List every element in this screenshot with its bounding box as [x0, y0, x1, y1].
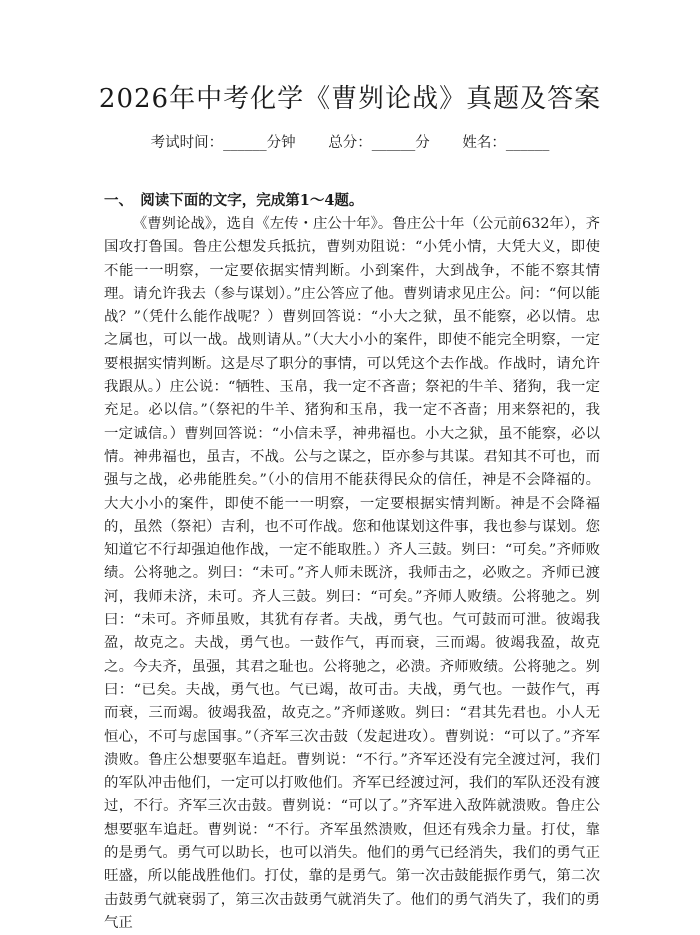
- exam-meta: [0, 131, 700, 152]
- exam-time: 考试时间：______分钟: [150, 135, 296, 151]
- document-title: 2026年中考化学《曹刿论战》真题及答案: [98, 84, 602, 114]
- exam-name: 姓名：______: [462, 135, 550, 151]
- question-heading: 一、 阅读下面的文字，完成第1～4题。: [104, 192, 364, 209]
- exam-score: 总分：______分: [328, 135, 430, 151]
- passage-text: 《曹刿论战》，选自《左传・庄公十年》。鲁庄公十年（公元前632年），齐国攻打鲁国。鲁庄公想发兵抵抗，曹刿劝阻说：“小凭小情，大凭大义，即使不能一一明察，一定要依据实情判断。小到案件，大到战争，不能不察其情理。请允许我去（参与谋划）。”庄公答应了他。曹刿请求见庄公。问：“何以能战？”（凭什么能作战呢？）曹刿回答说：“小大之狱，虽不能察，必以情。忠之属也，可以一战。战则请从。”（大大小小的案件，即使不能完全明察，一定要根据实情判断。这是尽了职分的事情，可以凭这个去作战。作战时，请允许我跟从。）庄公说：“牺牲、玉帛，我一定不吝啬；祭祀的牛羊、猪狗，我一定充足。必以信。”（祭祀的牛羊、猪狗和玉帛，我一定不吝啬；用来祭祀的，我一定诚信。）曹刿回答说：“小信未孚，神弗福也。小大之狱，虽不能察，必以情。神弗福也，虽吉，不战。公与之谋之，臣亦参与其谋。君知其不可也，而强与之战，必弗能胜矣。”（小的信用不能获得民众的信任，神是不会降福的。大大小小的案件，即使不能一一明察，一定要根据实情判断。神是不会降福的，虽然（祭祀）吉利，也不可作战。您和他谋划这件事，我也参与谋划。您知道它不行却强迫他作战，一定不能取胜。）齐人三鼓。刿曰：“可矣。”齐师败绩。公将驰之。刿曰：“未可。”齐人师未既济，我师击之，必败之。齐师已渡河，我师未济，未可。齐人三鼓。刿曰：“可矣。”齐师人败绩。公将驰之。刿曰：“未可。齐师虽败，其犹有存者。夫战，勇气也。气可鼓而可泄。彼竭我盈，故克之。夫战，勇气也。一鼓作气，再而衰，三而竭。彼竭我盈，故克之。今夫齐，虽强，其君之耻也。公将驰之，必溃。齐师败绩。公将驰之。刿曰：“已矣。夫战，勇气也。气已竭，故可击。夫战，勇气也。一鼓作气，再而衰，三而竭。彼竭我盈，故克之。”齐师遂败。刿曰：“君其先君也。小人无恒心，不可与虑国事。”（齐军三次击鼓（发起进攻）。曹刿说：“可以了。”齐军溃败。鲁庄公想要驱车追赶。曹刿说：“不行。”齐军还没有完全渡过河，我们的军队冲击他们，一定可以打败他们。齐军已经渡过河，我们的军队还没有渡过，不行。齐军三次击鼓。曹刿说：“可以了。”齐军进入敌阵就溃败。鲁庄公想要驱车追赶。曹刿说：“不行。齐军虽然溃败，但还有残余力量。打仗，靠的是勇气。勇气可以助长，也可以消失。他们的勇气已经消失，我们的勇气正旺盛，所以能战胜他们。打仗，靠的是勇气。第一次击鼓能振作勇气，第二次击鼓勇气就衰弱了，第三次击鼓勇气就消失了。他们的勇气消失了，我们的勇气正: [104, 216, 600, 931]
